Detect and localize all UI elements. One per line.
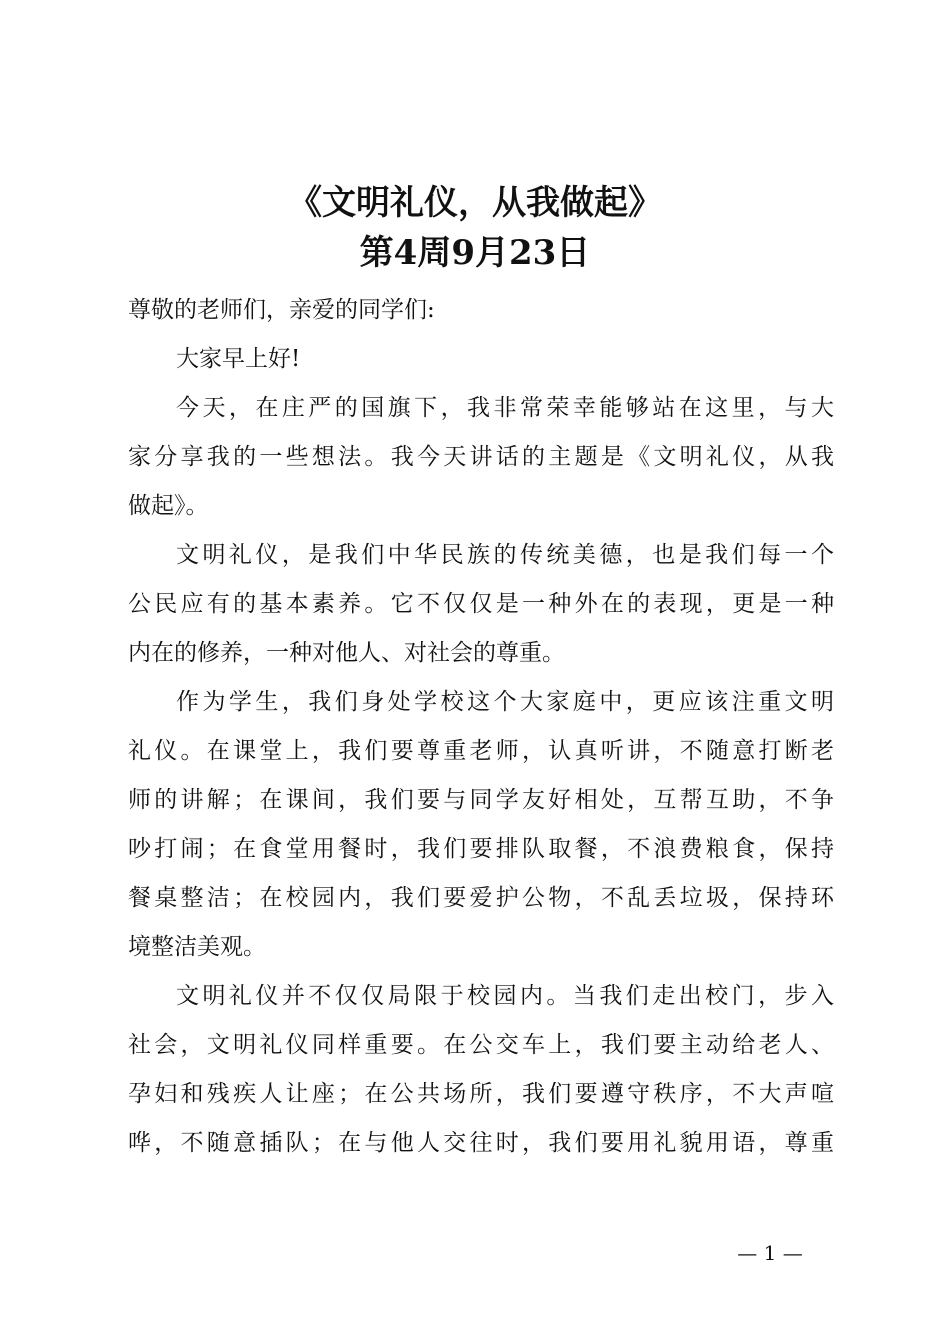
salutation: 尊敬的老师们，亲爱的同学们: (128, 297, 435, 323)
page-number: — 1 — (737, 1241, 803, 1265)
paragraph-3 (128, 678, 834, 972)
paragraph-line: 今天，在庄严的国旗下，我非常荣幸能够站在这里，与大 (176, 395, 834, 421)
document-date-subtitle: 第4周9月23日 (359, 233, 591, 273)
greeting: 大家早上好! (176, 346, 301, 372)
paragraph-line: 师的讲解；在课间，我们要与同学友好相处，互帮互助，不争 (128, 787, 834, 813)
paragraph-line: 吵打闹；在食堂用餐时，我们要排队取餐，不浪费粮食，保持 (128, 836, 834, 862)
paragraph-line: 哗，不随意插队；在与他人交往时，我们要用礼貌用语，尊重 (128, 1130, 834, 1156)
paragraph-line: 境整洁美观。 (128, 934, 266, 960)
paragraph-line: 作为学生，我们身处学校这个大家庭中，更应该注重文明 (176, 689, 834, 715)
paragraph-line: 公民应有的基本素养。它不仅仅是一种外在的表现，更是一种 (128, 591, 834, 617)
paragraph-line: 做起》。 (128, 493, 209, 519)
paragraph-2 (128, 531, 834, 678)
paragraph-line: 内在的修养，一种对他人、对社会的尊重。 (128, 640, 565, 666)
speech-body (128, 286, 834, 1168)
paragraph-line: 社会，文明礼仪同样重要。在公交车上，我们要主动给老人、 (128, 1032, 834, 1058)
paragraph-line: 孕妇和残疾人让座；在公共场所，我们要遵守秩序，不大声喧 (128, 1081, 834, 1107)
paragraph-line: 礼仪。在课堂上，我们要尊重老师，认真听讲，不随意打断老 (128, 738, 834, 764)
document-title: 《文明礼仪，从我做起》 (288, 183, 662, 223)
paragraph-line: 餐桌整洁；在校园内，我们要爱护公物，不乱丢垃圾，保持环 (128, 885, 834, 911)
paragraph-4 (128, 972, 834, 1168)
paragraph-1 (128, 384, 834, 531)
paragraph-line: 家分享我的一些想法。我今天讲话的主题是《文明礼仪，从我 (128, 444, 834, 470)
paragraph-line: 文明礼仪并不仅仅局限于校园内。当我们走出校门，步入 (176, 983, 834, 1009)
paragraph-line: 文明礼仪，是我们中华民族的传统美德，也是我们每一个 (176, 542, 834, 568)
